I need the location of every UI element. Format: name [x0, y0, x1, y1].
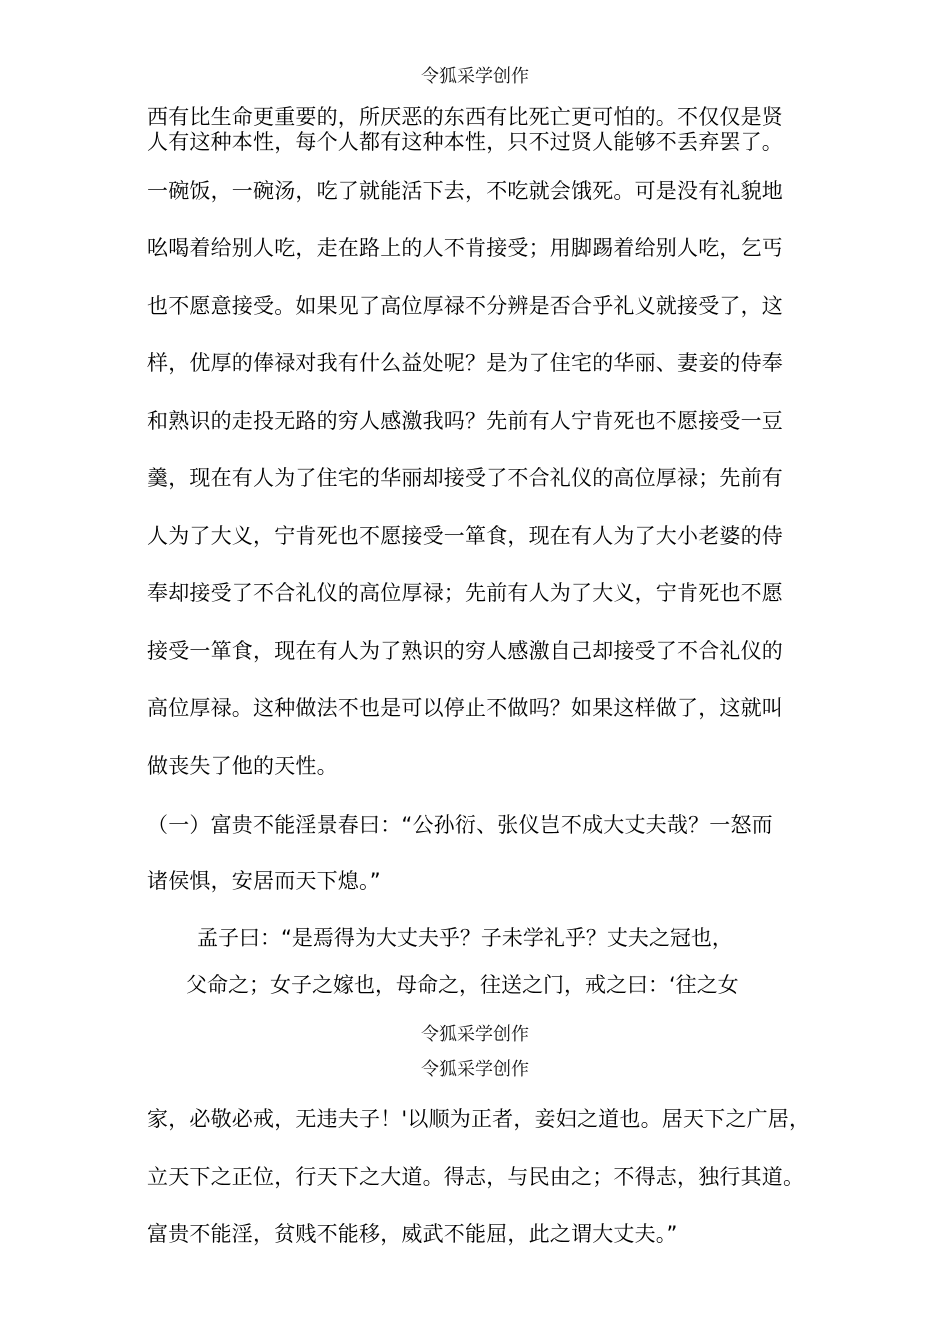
text-line: 一碗饭，一碗汤，吃了就能活下去，不吃就会饿死。可是没有礼貌地	[147, 179, 783, 203]
text-line: （一）富贵不能淫景春曰：“公孙衍、张仪岂不成大丈夫哉？一怒而	[147, 813, 773, 837]
quote-line: 孟子曰：“是焉得为大丈夫乎？子未学礼乎？丈夫之冠也，	[197, 926, 733, 950]
text-line: 人有这种本性，每个人都有这种本性，只不过贤人能够不丢弃罢了。	[147, 130, 783, 154]
text-line: 奉却接受了不合礼仪的高位厚禄；先前有人为了大义，宁肯死也不愿	[147, 581, 783, 605]
text-line: 也不愿意接受。如果见了高位厚禄不分辨是否合乎礼义就接受了，这	[147, 294, 783, 318]
text-line: 吆喝着给别人吃，走在路上的人不肯接受；用脚踢着给别人吃，乞丐	[147, 236, 783, 260]
text-line: 高位厚禄。这种做法不也是可以停止不做吗？如果这样做了，这就叫	[147, 696, 783, 720]
text-line: 人为了大义，宁肯死也不愿接受一箪食，现在有人为了大小老婆的侍	[147, 524, 783, 548]
footer-watermark: 令狐采学创作	[421, 1024, 529, 1045]
text-line: 做丧失了他的天性。	[147, 754, 338, 778]
text-line: 家，必敬必戒，无违夫子！'以顺为正者，妾妇之道也。居天下之广居，	[147, 1107, 811, 1131]
text-line: 羹，现在有人为了住宅的华丽却接受了不合礼仪的高位厚禄；先前有	[147, 466, 783, 490]
text-line: 西有比生命更重要的，所厌恶的东西有比死亡更可怕的。不仅仅是贤	[147, 105, 783, 129]
header-watermark: 令狐采学创作	[421, 66, 529, 87]
quote-line: 父命之；女子之嫁也，母命之，往送之门，戒之曰：‘往之女	[186, 973, 739, 997]
text-line: 样，优厚的俸禄对我有什么益处呢？是为了住宅的华丽、妻妾的侍奉	[147, 351, 783, 375]
text-line: 富贵不能淫，贫贱不能移，威武不能屈，此之谓大丈夫。”	[147, 1222, 678, 1246]
header-watermark: 令狐采学创作	[421, 1059, 529, 1080]
text-line: 诸侯惧，安居而天下熄。”	[147, 869, 381, 893]
text-line: 和熟识的走投无路的穷人感激我吗？先前有人宁肯死也不愿接受一豆	[147, 409, 783, 433]
text-line: 接受一箪食，现在有人为了熟识的穷人感激自己却接受了不合礼仪的	[147, 639, 783, 663]
text-line: 立天下之正位，行天下之大道。得志，与民由之；不得志，独行其道。	[147, 1165, 805, 1189]
